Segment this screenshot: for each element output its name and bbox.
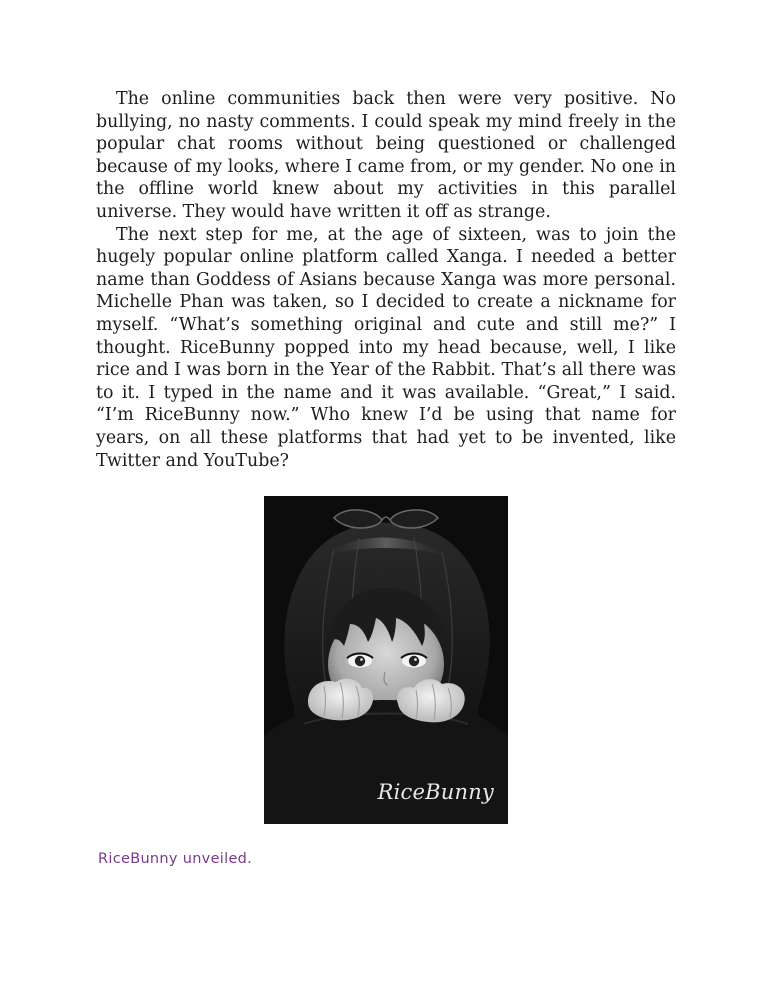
paragraph-xanga: The next step for me, at the age of sixteen, was to join the hugely popular online platform called Xanga. I needed a better name than Goddess of Asians because Xanga was more personal. Michelle Phan was taken, so I decided to create a nickname for myself. “What’s something original and cute and still me?” I thought. RiceBunny popped into my head because, well, I like rice and I was born in the Year of the Rabbit. That’s all there was to it. I typed in the name and it was available. “Great,” I said. “I’m RiceBunny now.” Who knew I’d be using that name for years, on all these platforms that had yet to be invented, like Twitter and YouTube?	[96, 224, 676, 471]
ricebunny-photo	[264, 496, 508, 824]
paragraph-online-communities: The online communities back then were very positive. No bullying, no nasty comments. I could speak my mind freely in the popular chat rooms without being questioned or challenged because of my looks, where I came from, or my gender. No one in the offline world knew about my activities in this parallel universe. They would have written it off as strange.	[96, 89, 676, 222]
body-text	[96, 88, 676, 472]
photo-signature: RiceBunny	[377, 780, 494, 804]
portrait-illustration	[264, 496, 508, 824]
photo-caption: RiceBunny unveiled.	[98, 851, 253, 867]
